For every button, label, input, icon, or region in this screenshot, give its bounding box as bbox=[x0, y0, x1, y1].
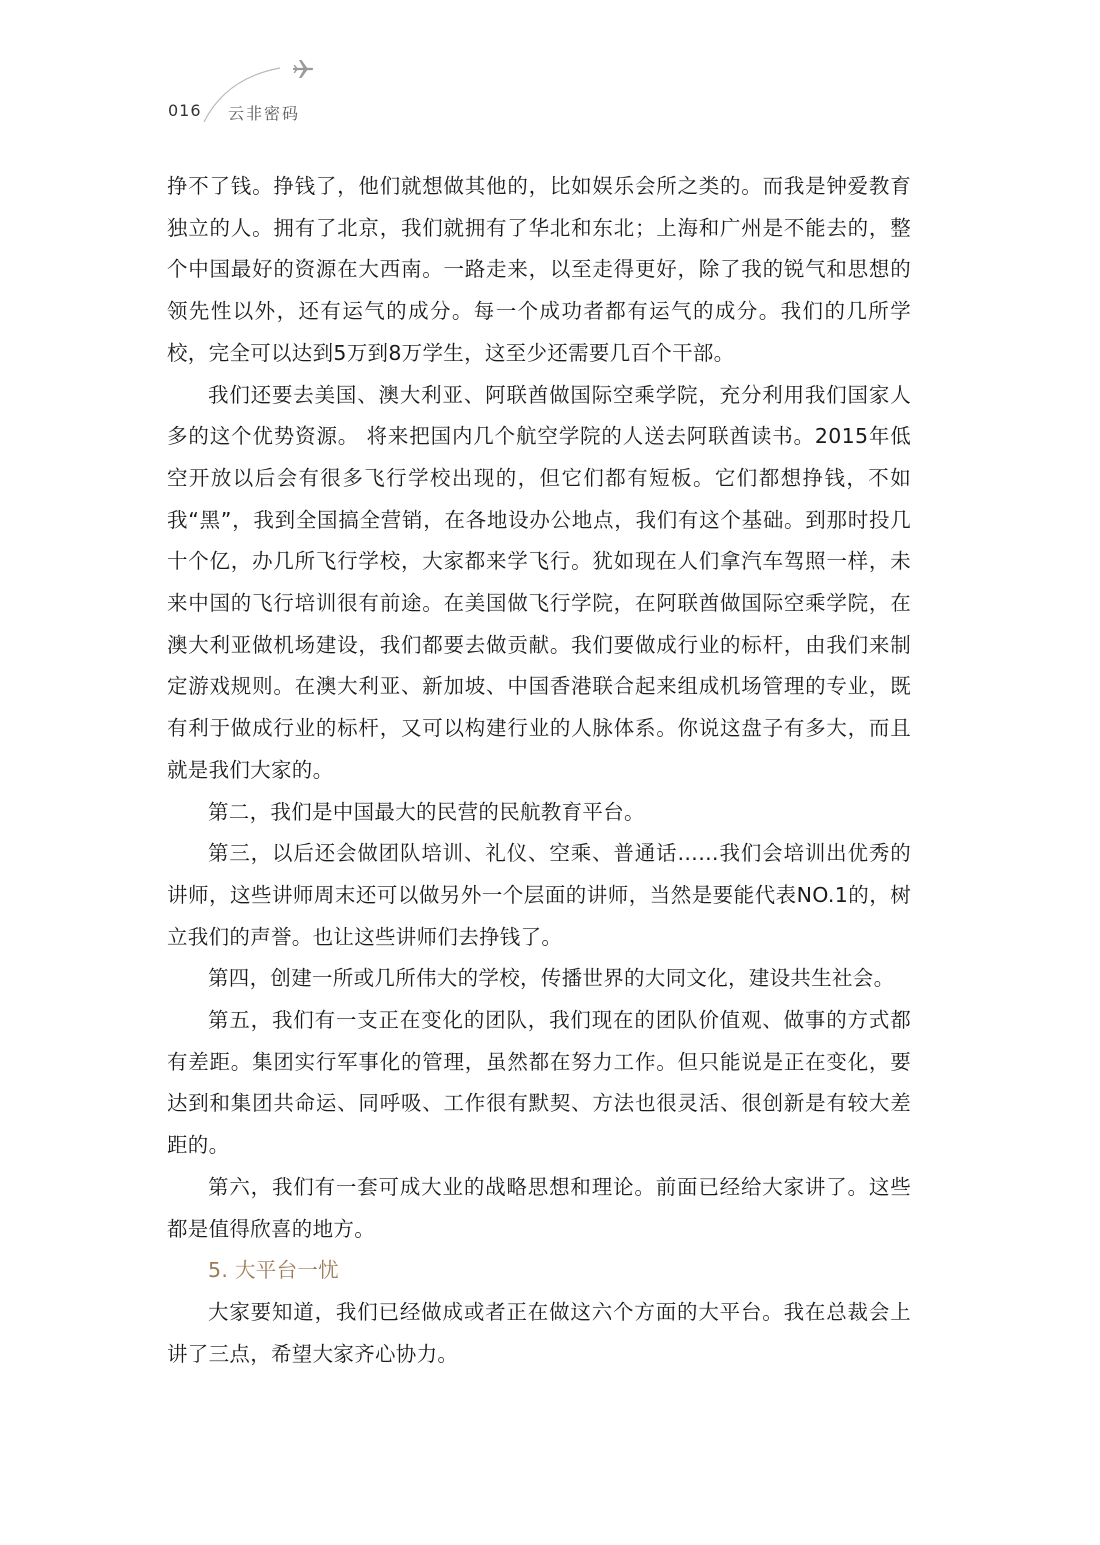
paragraph: 第二，我们是中国最大的民营的民航教育平台。 bbox=[208, 799, 645, 824]
airplane-icon bbox=[294, 60, 313, 78]
paragraph: 挣不了钱。挣钱了，他们就想做其他的，比如娱乐会所之类的。而我是钟爱教育独立的人。拥有了北京，我们就拥有了华北和东北；上海和广州是不能去的，整个中国最好的资源在大西南。一路走来，以至走得更好，除了我的锐气和思想的领先性以外，还有运气的成分。每一个成功者都有运气的成分。我们的几所学校，完全可以达到5万到8万学生，这至少还需要几百个干部。 bbox=[167, 174, 911, 365]
paragraph: 大家要知道，我们已经做成或者正在做这六个方面的大平台。我在总裁会上讲了三点，希望大家齐心协力。 bbox=[167, 1299, 911, 1366]
paragraph: 第五，我们有一支正在变化的团队，我们现在的团队价值观、做事的方式都有差距。集团实行军事化的管理，虽然都在努力工作。但只能说是正在变化，要达到和集团共命运、同呼吸、工作很有默契、方法也很灵活、很创新是有较大差距的。 bbox=[167, 1008, 911, 1158]
page-header bbox=[0, 0, 1100, 140]
page-number: 016 bbox=[168, 101, 202, 120]
running-head-title: 云非密码 bbox=[228, 104, 301, 123]
paragraph: 第六，我们有一套可成大业的战略思想和理论。前面已经给大家讲了。这些都是值得欣喜的地方。 bbox=[167, 1174, 911, 1241]
header-decoration bbox=[0, 0, 1100, 140]
paragraph: 第三，以后还会做团队培训、礼仪、空乘、普通话……我们会培训出优秀的讲师，这些讲师周末还可以做另外一个层面的讲师，当然是要能代表NO.1的，树立我们的声誉。也让这些讲师们去挣钱了。 bbox=[167, 841, 911, 949]
paragraph: 第四，创建一所或几所伟大的学校，传播世界的大同文化，建设共生社会。 bbox=[208, 966, 895, 991]
section-heading: 5. 大平台一忧 bbox=[208, 1258, 339, 1283]
body-text bbox=[167, 166, 911, 1375]
paragraph: 我们还要去美国、澳大利亚、阿联酋做国际空乘学院，充分利用我们国家人多的这个优势资源。 将来把国内几个航空学院的人送去阿联酋读书。2015年低空开放以后会有很多飞行学校出现的，但它们都有短板。它们都想挣钱，不如我“黑”，我到全国搞全营销，在各地设办公地点，我们有这个基础。到那时投几十个亿，办几所飞行学校，大家都来学飞行。犹如现在人们拿汽车驾照一样，未来中国的飞行培训很有前途。在美国做飞行学院，在阿联酋做国际空乘学院，在澳大利亚做机场建设，我们都要去做贡献。我们要做成行业的标杆，由我们来制定游戏规则。在澳大利亚、新加坡、中国香港联合起来组成机场管理的专业，既有利于做成行业的标杆，又可以构建行业的人脉体系。你说这盘子有多大，而且就是我们大家的。 bbox=[167, 382, 911, 782]
